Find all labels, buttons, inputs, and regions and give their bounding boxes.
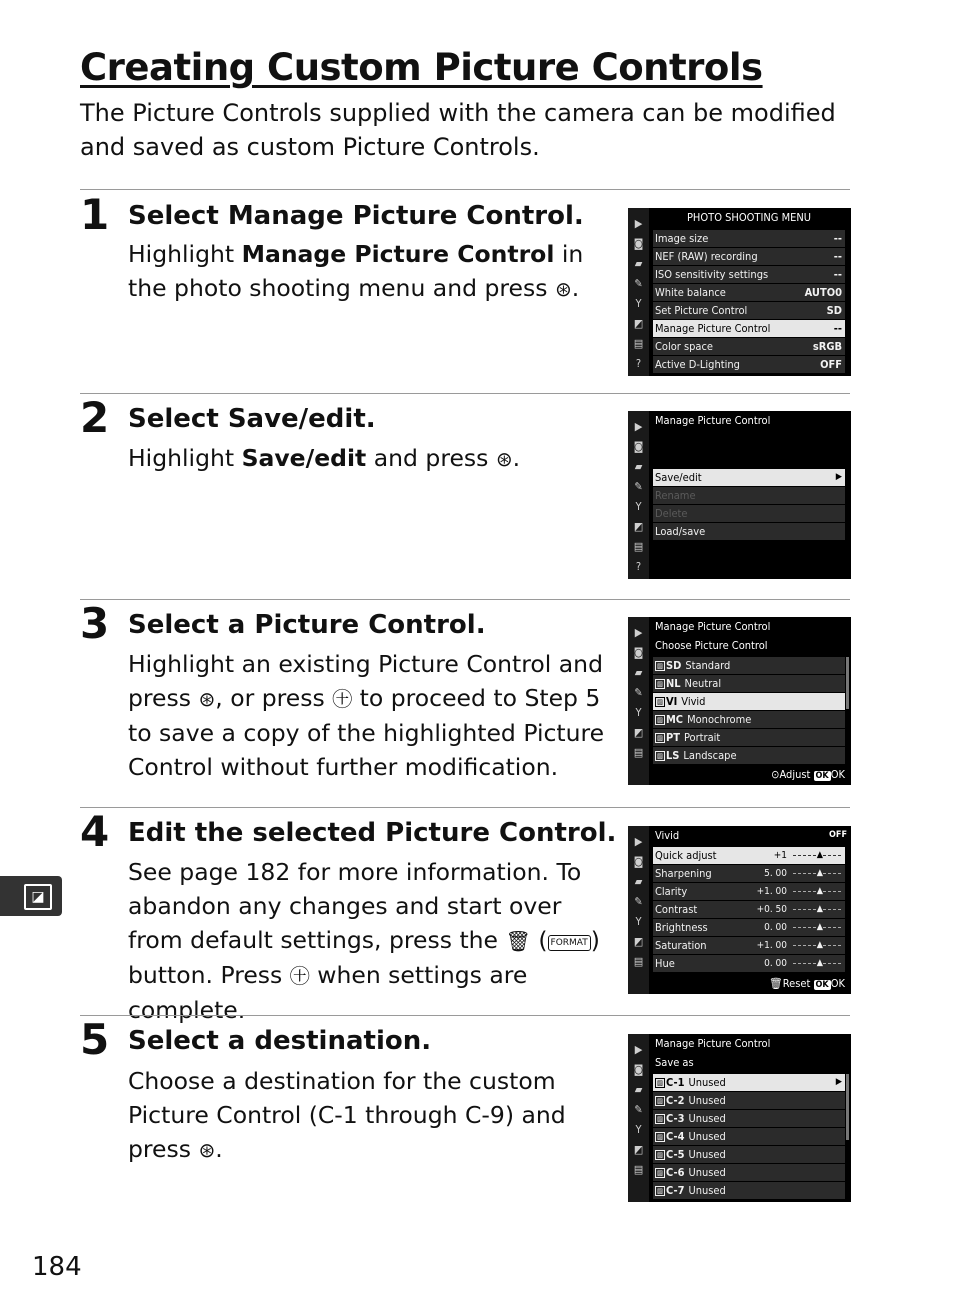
ok-button-icon: ㊉ xyxy=(289,964,310,988)
camera-screen-choose-picture-control xyxy=(628,617,851,785)
step-title: Select a Picture Control. xyxy=(128,610,486,640)
step-text: Highlight Save/edit and press ⊛. xyxy=(128,444,521,472)
menu-header: Manage Picture Control xyxy=(655,1037,771,1050)
pencil-icon: ✎ xyxy=(634,895,643,908)
step-text: Choose a destination for the custom Picture Control (C-1 through C-9) and press ⊛. xyxy=(128,1067,566,1163)
menu-sidebar xyxy=(628,1034,649,1202)
menu-item[interactable]: Set Picture Control SD xyxy=(653,302,845,319)
picture-control-icon: ▨ xyxy=(657,1133,663,1141)
retouch-icon: ◩ xyxy=(633,317,644,330)
menu-subheader: Choose Picture Control xyxy=(655,639,768,652)
wrench-icon: Y xyxy=(635,500,642,513)
menu-item[interactable]: White balance AUTO0 xyxy=(653,284,845,301)
help-icon: ? xyxy=(635,357,642,370)
adjust-row[interactable]: Brightness 0. 00 ▲ xyxy=(653,919,845,936)
wrench-icon: Y xyxy=(635,297,642,310)
picture-control-icon: ▨ xyxy=(657,662,663,670)
save-slot[interactable]: ▨ C-2 Unused xyxy=(653,1092,845,1109)
picture-control-icon: ▨ xyxy=(657,1079,663,1087)
step-number: 1 xyxy=(80,190,110,239)
scrollbar[interactable] xyxy=(846,1074,849,1140)
scrollbar[interactable] xyxy=(846,657,849,709)
adjust-row[interactable]: Clarity +1. 00 ▲ xyxy=(653,883,845,900)
wrench-icon: Y xyxy=(635,1123,642,1136)
multi-selector-right-icon: ⊛ xyxy=(198,687,216,711)
ok-badge-icon: OK xyxy=(815,980,829,990)
my-menu-icon: ▤ xyxy=(633,746,644,759)
slider-marker-icon: ▲ xyxy=(816,868,823,878)
picture-control-section-icon: ◪ xyxy=(24,884,52,910)
ok-button-icon: ㊉ xyxy=(332,687,353,711)
adjust-row[interactable]: Sharpening 5. 00 ▲ xyxy=(653,865,845,882)
adjust-row[interactable]: Hue 0. 00 ▲ xyxy=(653,955,845,972)
save-slot[interactable]: ▨ C-7 Unused xyxy=(653,1182,845,1199)
save-slot[interactable]: ▨ C-5 Unused xyxy=(653,1146,845,1163)
movie-icon: ▰ xyxy=(634,1083,643,1096)
picture-control-item[interactable]: ▨ PT Portrait xyxy=(653,729,845,746)
menu-item[interactable]: ISO sensitivity settings -- xyxy=(653,266,845,283)
menu-item[interactable]: NEF (RAW) recording -- xyxy=(653,248,845,265)
playback-icon: ▶ xyxy=(634,217,643,230)
step-title: Select Manage Picture Control. xyxy=(128,201,584,231)
menu-item[interactable]: Active D-Lighting OFF xyxy=(653,356,845,373)
multi-selector-right-icon: ⊛ xyxy=(495,447,513,471)
menu-sidebar xyxy=(628,617,649,785)
retouch-icon: ◩ xyxy=(633,520,644,533)
movie-icon: ▰ xyxy=(634,460,643,473)
camera-screen-photo-shooting-menu xyxy=(628,208,851,376)
save-slot[interactable]: ▨ C-3 Unused xyxy=(653,1110,845,1127)
slider-marker-icon: ▲ xyxy=(816,922,823,932)
camera-screen-vivid-adjust xyxy=(628,826,851,994)
divider xyxy=(80,189,850,190)
menu-item[interactable]: Image size -- xyxy=(653,230,845,247)
picture-control-icon: ▨ xyxy=(657,1187,663,1195)
retouch-icon: ◩ xyxy=(633,1143,644,1156)
playback-icon: ▶ xyxy=(634,626,643,639)
retouch-icon: ◩ xyxy=(633,935,644,948)
intro-text: The Picture Controls supplied with the camera can be modified and saved as custom Picture Controls. xyxy=(80,99,836,161)
camera-screen-save-as xyxy=(628,1034,851,1202)
menu-item-load-save[interactable]: Load/save xyxy=(653,523,845,540)
camera-icon: ◙ xyxy=(633,1063,644,1076)
menu-item-rename[interactable]: Rename xyxy=(653,487,845,504)
picture-control-item[interactable]: ▨ MC Monochrome xyxy=(653,711,845,728)
picture-control-icon: ▨ xyxy=(657,680,663,688)
save-slot[interactable]: ▨ C-4 Unused xyxy=(653,1128,845,1145)
menu-item[interactable]: Color space sRGB xyxy=(653,338,845,355)
screen-footer: 🗑Reset OK OK xyxy=(768,977,845,990)
camera-icon: ◙ xyxy=(633,855,644,868)
pencil-icon: ✎ xyxy=(634,686,643,699)
step-number: 5 xyxy=(80,1015,110,1064)
save-slot-highlighted[interactable]: ▨ C-1 Unused ▶ xyxy=(653,1074,845,1091)
picture-control-icon: ▨ xyxy=(657,734,663,742)
step-number: 3 xyxy=(80,599,110,648)
my-menu-icon: ▤ xyxy=(633,337,644,350)
right-arrow-icon: ▶ xyxy=(835,472,842,482)
trash-icon: 🗑 xyxy=(505,929,531,953)
adjust-row-highlighted[interactable]: Quick adjust +1 ▲ xyxy=(653,847,845,864)
menu-header: Manage Picture Control xyxy=(655,414,771,427)
picture-control-icon: ▨ xyxy=(657,752,663,760)
divider xyxy=(80,807,850,808)
my-menu-icon: ▤ xyxy=(633,540,644,553)
picture-control-item[interactable]: ▨ LS Landscape xyxy=(653,747,845,764)
help-icon: ? xyxy=(635,560,642,573)
menu-sidebar xyxy=(628,208,649,376)
trash-icon: 🗑 xyxy=(768,977,783,990)
step-title: Select Save/edit. xyxy=(128,404,376,434)
wrench-icon: Y xyxy=(635,706,642,719)
camera-icon: ◙ xyxy=(633,646,644,659)
divider xyxy=(80,1015,850,1016)
divider xyxy=(80,599,850,600)
menu-item-highlighted[interactable]: Manage Picture Control -- xyxy=(653,320,845,337)
movie-icon: ▰ xyxy=(634,666,643,679)
camera-icon: ◙ xyxy=(633,237,644,250)
menu-sidebar xyxy=(628,826,649,994)
ok-badge-icon: OK xyxy=(815,771,829,781)
slider-marker-icon: ▲ xyxy=(816,904,823,914)
picture-control-icon: ▨ xyxy=(657,1151,663,1159)
step-number: 4 xyxy=(80,807,110,856)
my-menu-icon: ▤ xyxy=(633,1163,644,1176)
divider xyxy=(80,393,850,394)
playback-icon: ▶ xyxy=(634,1043,643,1056)
picture-control-icon: ▨ xyxy=(657,1169,663,1177)
movie-icon: ▰ xyxy=(634,257,643,270)
multi-selector-right-icon: ⊛ xyxy=(554,277,572,301)
step-title: Edit the selected Picture Control. xyxy=(128,818,617,848)
menu-item-save-edit[interactable]: Save/edit ▶ xyxy=(653,469,845,486)
slider-marker-icon: ▲ xyxy=(816,850,823,860)
adjust-icon: ⊙ xyxy=(771,768,780,781)
step-number: 2 xyxy=(80,393,110,442)
picture-control-icon: ▨ xyxy=(657,716,663,724)
menu-sidebar xyxy=(628,411,649,579)
adjust-row[interactable]: Saturation +1. 00 ▲ xyxy=(653,937,845,954)
menu-header: Manage Picture Control xyxy=(655,620,771,633)
step-text: See page 182 for more information. To abandon any changes and start over from default settings, press the 🗑 ( FORMAT ) button. Press ㊉ when settings are complete. xyxy=(128,858,600,1024)
step-text: Highlight Manage Picture Control in the photo shooting menu and press ⊛. xyxy=(128,240,584,302)
multi-selector-right-icon: ⊛ xyxy=(198,1138,216,1162)
screen-footer: ⊙Adjust OK OK xyxy=(771,768,845,781)
step-text: Highlight an existing Picture Control and press ⊛, or press ㊉ to proceed to Step 5 to save a copy of the highlighted Picture Control without further modification. xyxy=(128,650,605,781)
right-arrow-icon: ▶ xyxy=(835,1077,842,1087)
menu-item-delete[interactable]: Delete xyxy=(653,505,845,522)
playback-icon: ▶ xyxy=(634,835,643,848)
picture-control-icon: ▨ xyxy=(657,698,663,706)
movie-icon: ▰ xyxy=(634,875,643,888)
slider-marker-icon: ▲ xyxy=(816,958,823,968)
my-menu-icon: ▤ xyxy=(633,955,644,968)
pencil-icon: ✎ xyxy=(634,1103,643,1116)
picture-control-item[interactable]: ▨ SD Standard xyxy=(653,657,845,674)
step-title: Select a destination. xyxy=(128,1026,432,1056)
slider-marker-icon: ▲ xyxy=(816,940,823,950)
slider-marker-icon: ▲ xyxy=(816,886,823,896)
camera-screen-manage-picture-control xyxy=(628,411,851,579)
playback-icon: ▶ xyxy=(634,420,643,433)
picture-control-icon: ▨ xyxy=(657,1115,663,1123)
page-title: Creating Custom Picture Controls xyxy=(80,46,763,89)
camera-icon: ◙ xyxy=(633,440,644,453)
menu-header: PHOTO SHOOTING MENU xyxy=(686,211,812,224)
save-slot[interactable]: ▨ C-6 Unused xyxy=(653,1164,845,1181)
page-number: 184 xyxy=(32,1252,82,1282)
menu-subheader: Save as xyxy=(655,1056,694,1069)
picture-control-item-highlighted[interactable]: ▨ VI Vivid xyxy=(653,693,845,710)
retouch-icon: ◩ xyxy=(633,726,644,739)
adjust-row[interactable]: Contrast +0. 50 ▲ xyxy=(653,901,845,918)
picture-control-item[interactable]: ▨ NL Neutral xyxy=(653,675,845,692)
grid-off-indicator: OFF xyxy=(829,830,847,840)
pencil-icon: ✎ xyxy=(634,277,643,290)
format-icon: FORMAT xyxy=(548,935,591,951)
picture-control-icon: ▨ xyxy=(657,1097,663,1105)
menu-header: Vivid xyxy=(655,829,680,842)
wrench-icon: Y xyxy=(635,915,642,928)
pencil-icon: ✎ xyxy=(634,480,643,493)
